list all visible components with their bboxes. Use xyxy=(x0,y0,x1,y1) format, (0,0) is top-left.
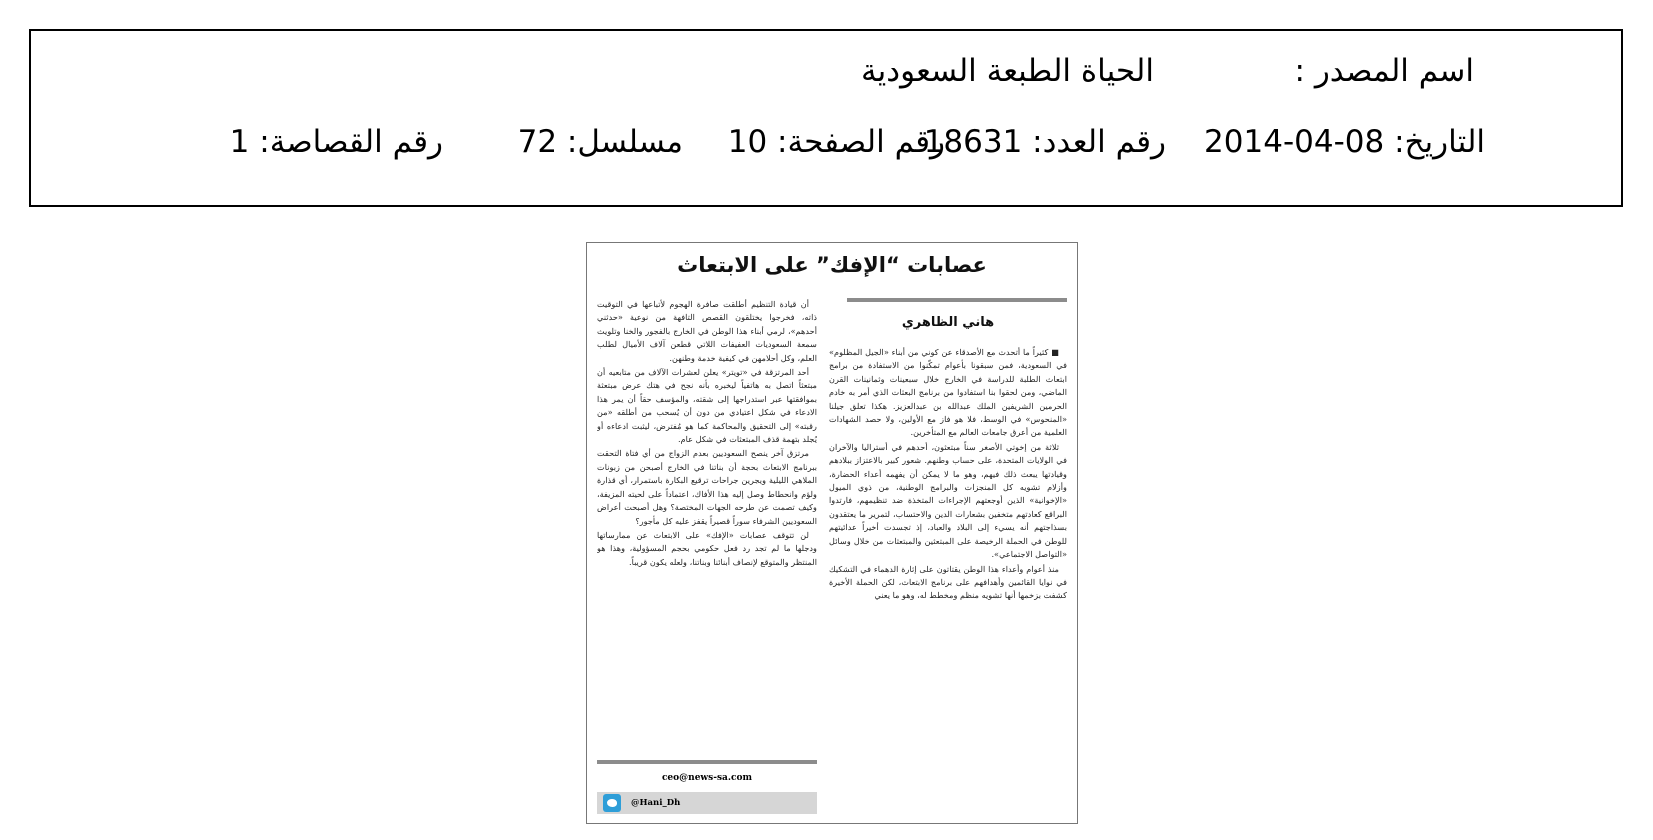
author-name: هاني الظاهري xyxy=(901,315,995,330)
paragraph: ■ كثيراً ما أتحدث مع الأصدقاء عن كوني من أبناء «الجيل المظلوم» في السعودية، فمن سبقونا بأعوام تمكّنوا من الاستفادة من برامج ابتعاث الطلبة للدراسة في الخارج خلال سبعينات وثمانينات القرن الماضي، ومن لحقوا بنا استفادوا من برنامج البعثات الذي أمر به خادم الحرمين الشريفين الملك عبدالله بن عبدالعزيز. هكذا تعلق جيلنا «المنحوس» في الوسط، فلا هو فاز مع الأولين، ولا حصد الشهادات العلمية من أعرق جامعات العالم مع المتأخرين. xyxy=(829,347,1067,438)
article-body-left xyxy=(597,298,817,753)
paragraph: أحد المرتزقة في «تويتر» يعلن لعشرات الآلاف من متابعيه أن مبتعثاً اتصل به هاتفياً ليخبره بأنه نجح في هتك عرض مبتعثة بموافقتها عبر استدراجها إلى شقته، والمؤسف حقاً أن يمر هذا الادعاء في شكل اعتيادي من دون أن يُسحب من أطلقه «من رقبته» إلى التحقيق والمحاكمة كما هو مُفترض، ليثبت ادعاءه أو يُجلد بتهمة قذف المبتعثات في شكل عام. xyxy=(597,367,817,445)
paragraph: أن قيادة التنظيم أطلقت صافرة الهجوم لأتباعها في التوقيت ذاته، فخرجوا يختلقون القصص التافهة من نوعية «حدثني أحدهم»، لرمي أبناء هذا الوطن في الخارج بالفجور والخنا وتلويث سمعة السعوديات العفيفات اللاتي قطعن آلاف الأميال لطلب العلم، وكل أحلامهن في كيفية خدمة وطنهن. xyxy=(597,299,817,363)
article-title: عصابات “الإفك” على الابتعاث xyxy=(677,253,987,277)
page-number-field: رقم الصفحة: 10 xyxy=(727,124,945,160)
article-column-right xyxy=(829,298,1067,818)
author-email: ceo@news-sa.com xyxy=(661,773,753,783)
issue-number-field: رقم العدد: 18631 xyxy=(923,124,1166,160)
source-label: اسم المصدر : xyxy=(1294,53,1474,89)
newspaper-clipping xyxy=(586,242,1078,824)
twitter-icon xyxy=(603,794,621,812)
source-info-box xyxy=(29,29,1623,207)
footer-rule xyxy=(597,760,817,764)
paragraph: لن تتوقف عصابات «الإفك» على الابتعاث عن ممارساتها ودجلها ما لم تجد رد فعل حكومي بحجم المسؤولية، وهذا هو المنتظر والمتوقع لإنصاف أبنائنا وبناتنا، ولعله يكون قريباً. xyxy=(597,529,817,567)
serial-field: مسلسل: 72 xyxy=(517,124,683,160)
date-field: التاريخ: 08-04-2014 xyxy=(1204,124,1485,160)
twitter-handle: @Hani_Dh xyxy=(631,798,681,808)
column-rule xyxy=(847,298,1067,302)
paragraph: مرتزق آخر ينصح السعوديين بعدم الزواج من أي فتاة التحقت ببرنامج الابتعاث بحجة أن بناتنا في الخارج أصبحن من زبونات الملاهي الليلية ويجرين جراحات ترقيع البكارة باستمرار، أي قذارة ولؤم وانحطاط وصل إليه هذا الأفاك، اعتماداً على لحيته المزيفة، وكيف تصمت عن طرحه الجهات المختصة؟ وهل أصبحت أعراض السعوديين الشرفاء سوراً قصيراً يقفز عليه كل مأجور؟ xyxy=(597,448,817,526)
article-column-left xyxy=(597,298,817,818)
clipping-number-field: رقم القصاصة: 1 xyxy=(229,124,443,160)
article-body-right xyxy=(829,346,1067,603)
twitter-bar xyxy=(597,792,817,814)
paragraph: منذ أعوام وأعداء هذا الوطن يقتاتون على إثارة الدهماء في التشكيك في نوايا القائمين وأهدافهم على برنامج الابتعاث، لكن الحملة الأخيرة كشفت بزخمها أنها تشويه منظم ومخطط له، وهو ما يعني xyxy=(829,563,1067,601)
source-value: الحياة الطبعة السعودية xyxy=(861,53,1154,89)
paragraph: ثلاثة من إخوتي الأصغر سناً مبتعثون، أحدهم في أستراليا والآخران في الولايات المتحدة، على حساب وطنهم. شعور كبير بالاعتزاز ببلادهم وقيادتها يبعث ذلك فيهم، وهو ما لا يمكن أن يفهمه أعداء الحضارة، وأزلام تشويه كل المنجزات والبرامج الوطنية، من ذوي الميول «الإخوانية» الذين أوجعتهم الإجراءات المتخذة ضد تنظيمهم، فارتدوا البراقع كعادتهم متخفين بشعارات الدين والاحتساب، لتمرير ما يعتقدون بسذاجتهم أنه يسيء إلى البلاد والعباد، إذ تجسدت أخيراً عدائيتهم للوطن في الحملة الرخيصة على المبتعثين والمبتعثات من خلال وسائل «التواصل الاجتماعي». xyxy=(829,441,1067,560)
